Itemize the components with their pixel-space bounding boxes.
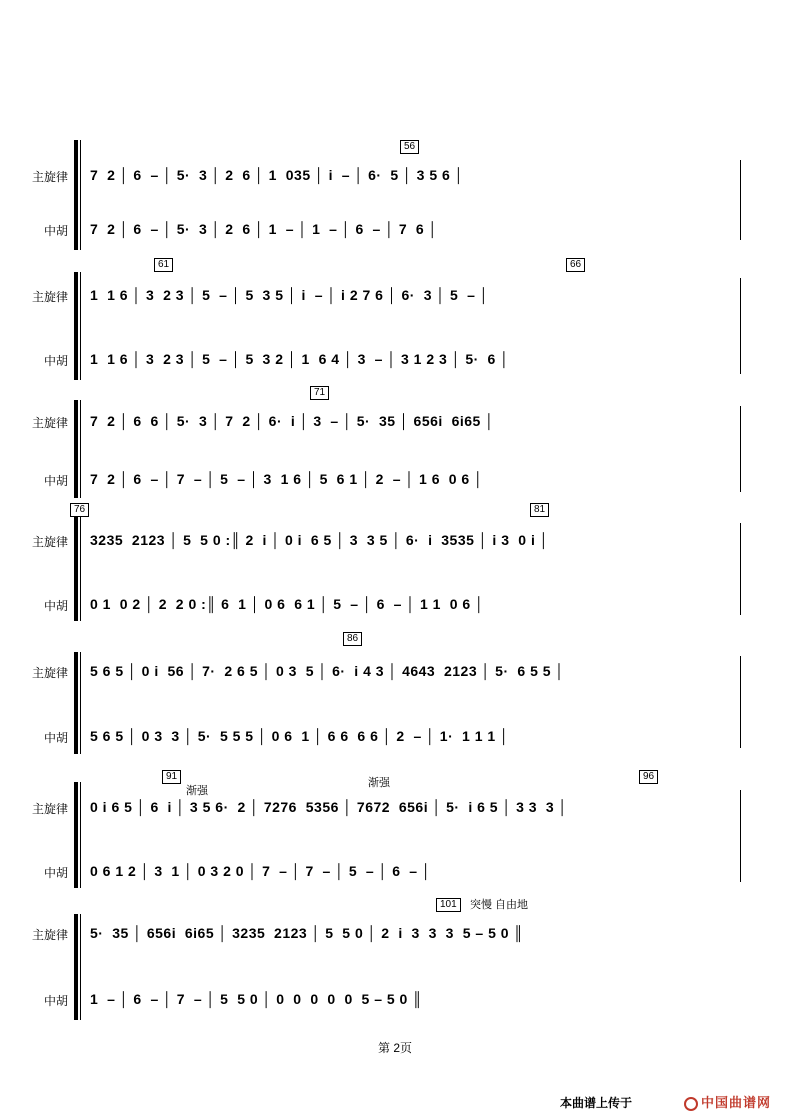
system-bracket <box>74 400 78 498</box>
notation-sub: 7 2 │ 6 – │ 7 – │ 5 – │ 3 1 6 │ 5 6 1 │ 2 – │ 1 6 0 6 │ <box>90 471 484 487</box>
notation-sub: 1 1 6 │ 3 2 3 │ 5 – │ 5 3 2 │ 1 6 4 │ 3 – │ 3 1 2 3 │ 5· 6 │ <box>90 351 510 367</box>
notation-main: 3235 2123 │ 5 5 0 :║ 2 i │ 0 i 6 5 │ 3 3 5 │ 6· i 3535 │ i 3 0 i │ <box>90 532 549 548</box>
dynamic-text: 渐强 <box>186 785 208 797</box>
system-bracket <box>74 517 78 621</box>
system-bracket-line <box>80 517 81 621</box>
part-label-main: 主旋律 <box>31 535 68 549</box>
system-3 <box>0 386 790 498</box>
part-label-main: 主旋律 <box>31 416 68 430</box>
part-label-sub: 中胡 <box>43 866 68 880</box>
notation-main: 7 2 │ 6 6 │ 5· 3 │ 7 2 │ 6· i │ 3 – │ 5· 35 │ 656i 6i65 │ <box>90 413 495 429</box>
barline-end <box>740 278 741 374</box>
page-number: 第 2页 <box>377 1041 412 1055</box>
rehearsal-mark: 91 <box>162 770 181 784</box>
system-bracket-line <box>80 400 81 498</box>
logo-text: 中国曲谱网 <box>701 1095 772 1110</box>
notation-main: 7 2 │ 6 – │ 5· 3 │ 2 6 │ 1 035 │ i – │ 6· 5 │ 3 5 6 │ <box>90 167 464 183</box>
notation-sub: 0 6 1 2 │ 3 1 │ 0 3 2 0 │ 7 – │ 7 – │ 5 – │ 6 – │ <box>90 863 432 879</box>
logo-mark-icon <box>684 1097 698 1111</box>
rehearsal-mark: 71 <box>310 386 329 400</box>
site-logo <box>684 1092 771 1111</box>
upload-credit: 本曲谱上传于 <box>560 1096 633 1110</box>
notation-main: 5 6 5 │ 0 i 56 │ 7· 2 6 5 │ 0 3 5 │ 6· i 4 3 │ 4643 2123 │ 5· 6 5 5 │ <box>90 663 565 679</box>
system-bracket-line <box>80 782 81 888</box>
system-bracket <box>74 782 78 888</box>
system-bracket <box>74 914 78 1020</box>
part-label-sub: 中胡 <box>43 731 68 745</box>
part-label-sub: 中胡 <box>43 224 68 238</box>
part-label-sub: 中胡 <box>43 354 68 368</box>
system-bracket <box>74 140 78 250</box>
rehearsal-mark: 66 <box>566 258 585 272</box>
part-label-main: 主旋律 <box>31 290 68 304</box>
rehearsal-mark: 56 <box>400 140 419 154</box>
system-bracket <box>74 652 78 754</box>
barline-end <box>740 790 741 882</box>
part-label-main: 主旋律 <box>31 170 68 184</box>
system-bracket <box>74 272 78 380</box>
system-bracket-line <box>80 140 81 250</box>
rehearsal-mark: 61 <box>154 258 173 272</box>
barline-end <box>740 523 741 615</box>
notation-sub: 0 1 0 2 │ 2 2 0 :║ 6 1 │ 0 6 6 1 │ 5 – │ 6 – │ 1 1 0 6 │ <box>90 596 485 612</box>
part-label-main: 主旋律 <box>31 928 68 942</box>
notation-sub: 5 6 5 │ 0 3 3 │ 5· 5 5 5 │ 0 6 1 │ 6 6 6 6 │ 2 – │ 1· 1 1 1 │ <box>90 728 510 744</box>
barline-end <box>740 656 741 748</box>
system-5 <box>0 632 790 754</box>
system-4 <box>0 503 790 621</box>
part-label-sub: 中胡 <box>43 474 68 488</box>
tempo-text: 突慢 自由地 <box>470 899 529 911</box>
system-bracket-line <box>80 914 81 1020</box>
system-bracket-line <box>80 652 81 754</box>
rehearsal-mark: 76 <box>70 503 89 517</box>
system-2 <box>0 258 790 380</box>
system-6 <box>0 770 790 888</box>
system-bracket-line <box>80 272 81 380</box>
rehearsal-mark: 81 <box>530 503 549 517</box>
notation-sub: 7 2 │ 6 – │ 5· 3 │ 2 6 │ 1 – │ 1 – │ 6 – │ 7 6 │ <box>90 221 438 237</box>
notation-sub: 1 – │ 6 – │ 7 – │ 5 5 0 │ 0 0 0 0 0 5 – 5 0 ║ <box>90 991 423 1007</box>
barline-end <box>740 406 741 492</box>
part-label-sub: 中胡 <box>43 599 68 613</box>
part-label-main: 主旋律 <box>31 802 68 816</box>
part-label-main: 主旋律 <box>31 666 68 680</box>
notation-main: 0 i 6 5 │ 6 i │ 3 5 6· 2 │ 7276 5356 │ 7672 656i │ 5· i 6 5 │ 3 3 3 │ <box>90 799 568 815</box>
rehearsal-mark: 101 <box>436 898 461 912</box>
barline-end <box>740 160 741 240</box>
part-label-sub: 中胡 <box>43 994 68 1008</box>
rehearsal-mark: 96 <box>639 770 658 784</box>
system-1 <box>0 140 790 250</box>
dynamic-text: 渐强 <box>368 777 390 789</box>
rehearsal-mark: 86 <box>343 632 362 646</box>
notation-main: 1 1 6 │ 3 2 3 │ 5 – │ 5 3 5 │ i – │ i 2 7 6 │ 6· 3 │ 5 – │ <box>90 287 490 303</box>
system-7 <box>0 896 790 1020</box>
notation-main: 5· 35 │ 656i 6i65 │ 3235 2123 │ 5 5 0 │ 2 i 3 3 3 5 – 5 0 ║ <box>90 925 524 941</box>
